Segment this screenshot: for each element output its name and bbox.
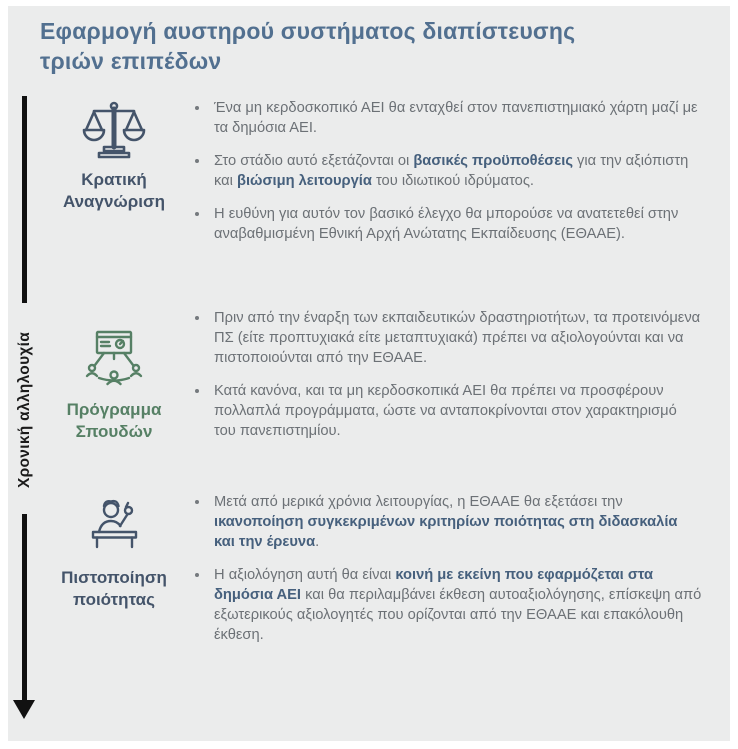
bullet-text: Ένα μη κερδοσκοπικό ΑΕΙ θα ενταχθεί στον πανεπιστημιακό χάρτη μαζί με τα δημόσια ΑΕΙ. bbox=[214, 100, 698, 136]
bullet-list bbox=[190, 308, 702, 441]
timeline-arrow-segment-top bbox=[22, 96, 27, 303]
bullet-text: Πριν από την έναρξη των εκπαιδευτικών δραστηριοτήτων, τα προτεινόμενα ΠΣ (είτε προπτυχιακά είτε μεταπτυχιακά) πρέπει να αξιολογούνται και να πιστοποιούνται από την ΕΘΑΑΕ. bbox=[214, 310, 701, 366]
section-1 bbox=[38, 98, 720, 244]
page-title bbox=[40, 16, 680, 76]
section-icon-column bbox=[38, 98, 190, 212]
teacher-icon bbox=[82, 496, 146, 560]
page-title-line2: τριών επιπέδων bbox=[40, 48, 222, 74]
section-icon-column bbox=[38, 492, 190, 610]
bullet-item bbox=[190, 492, 702, 552]
bullet-item bbox=[190, 565, 702, 645]
section-label: Πιστοποίηση ποιότητας bbox=[61, 568, 167, 609]
section-3 bbox=[38, 492, 720, 645]
bullet-text: Μετά από μερικά χρόνια λειτουργίας, η ΕΘΑΑΕ θα εξετάσει την bbox=[214, 494, 623, 510]
section-icon bbox=[82, 98, 146, 162]
bullet-text: Η αξιολόγηση αυτή θα είναι bbox=[214, 567, 396, 583]
bullet-list bbox=[190, 492, 702, 645]
timeline-sections bbox=[38, 98, 720, 645]
page-title-line1: Εφαρμογή αυστηρού συστήματος διαπίστευσης bbox=[40, 18, 576, 44]
bullet-text-emphasis: ικανοποίηση συγκεκριμένων κριτηρίων ποιότητας στη διδασκαλία και την έρευνα bbox=[214, 514, 678, 550]
bullet-item bbox=[190, 151, 702, 191]
scales-icon bbox=[82, 98, 146, 162]
section-icon-column bbox=[38, 308, 190, 442]
section-label: Πρόγραμμα Σπουδών bbox=[66, 400, 162, 441]
bullet-text: για την αξιόπιστη και bbox=[214, 153, 689, 189]
document-panel bbox=[8, 6, 730, 741]
bullet-text: Η ευθύνη για αυτόν τον βασικό έλεγχο θα μπορούσε να ανατετεθεί στην αναβαθμισμένη Εθνική Αρχή Ανώτατης Εκπαίδευσης (ΕΘΑΑΕ). bbox=[214, 206, 679, 242]
timeline-axis-label: Χρονική αλληλουχία bbox=[16, 331, 33, 489]
timeline-arrowhead-icon bbox=[13, 700, 35, 719]
bullet-list bbox=[190, 98, 702, 244]
bullet-text-emphasis: βασικές προϋποθέσεις bbox=[413, 153, 573, 169]
bullet-item bbox=[190, 204, 702, 244]
bullet-text: του ιδιωτικού ιδρύματος. bbox=[371, 173, 535, 189]
bullet-item bbox=[190, 98, 702, 138]
timeline-arrow-segment-bottom bbox=[22, 514, 27, 702]
bullet-item bbox=[190, 308, 702, 368]
section-2 bbox=[38, 308, 720, 442]
bullet-text: Στο στάδιο αυτό εξετάζονται οι bbox=[214, 153, 414, 169]
section-icon bbox=[82, 328, 146, 392]
bullet-text-emphasis: κοινή με εκείνη που εφαρμόζεται στα δημόσια ΑΕΙ bbox=[214, 567, 654, 603]
bullet-text: και θα περιλαμβάνει έκθεση αυτοαξιολόγησης, επίσκεψη από εξωτερικούς αξιολογητές που ορίζονται από την ΕΘΑΑΕ και επακόλουθη έκθεση. bbox=[214, 587, 702, 643]
section-icon bbox=[82, 496, 146, 560]
section-label: Κρατική Αναγνώριση bbox=[62, 170, 166, 211]
bullet-text: . bbox=[315, 534, 320, 550]
presentation-icon bbox=[82, 328, 146, 392]
bullet-item bbox=[190, 381, 702, 441]
bullet-text-emphasis: βιώσιμη λειτουργία bbox=[237, 173, 372, 189]
bullet-text: Κατά κανόνα, και τα μη κερδοσκοπικά ΑΕΙ θα πρέπει να προσφέρουν πολλαπλά προγράμματα, ώστε να ανταποκρίνονται στον χαρακτηρισμό του πανεπιστημίου. bbox=[214, 383, 677, 439]
